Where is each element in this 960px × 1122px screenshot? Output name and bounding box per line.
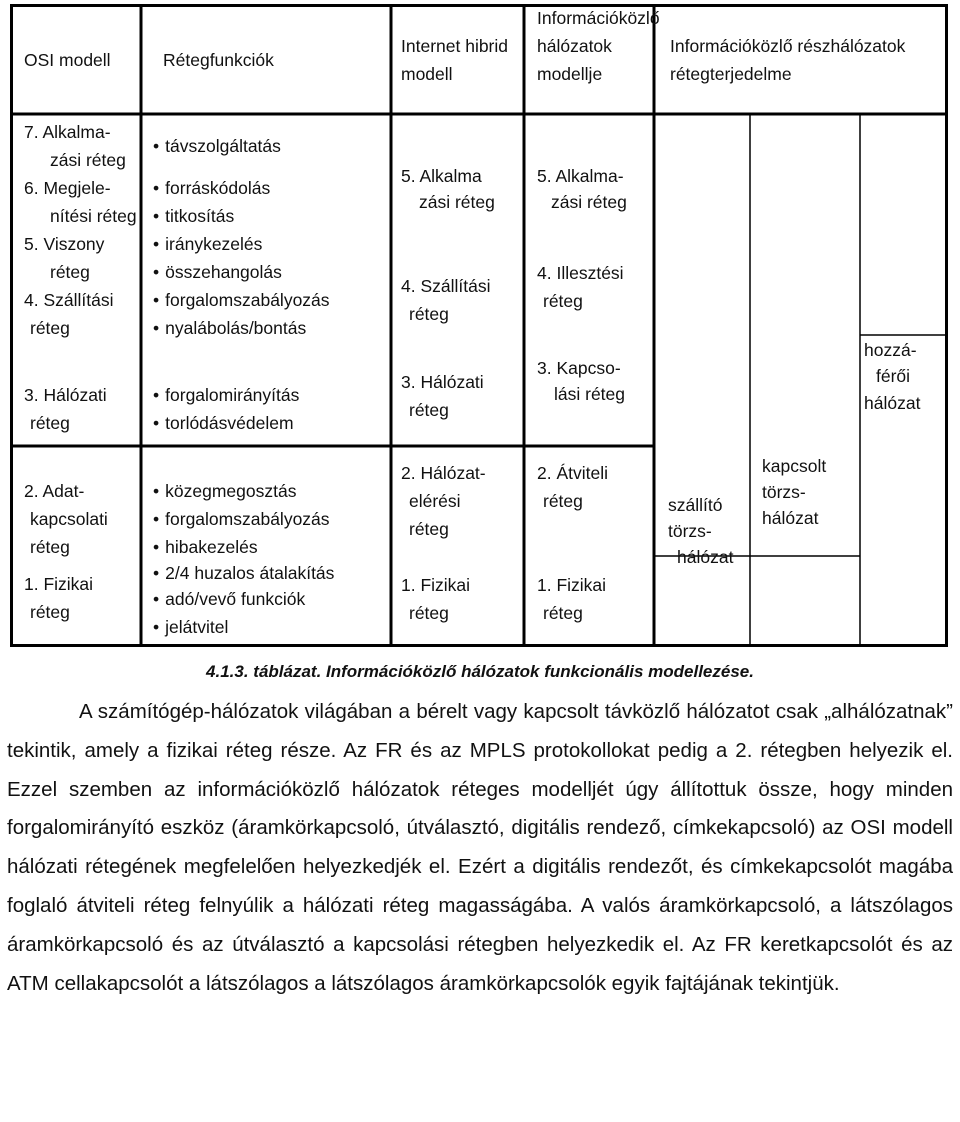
- switched-core-line3: hálózat: [762, 508, 819, 528]
- function-item: • torlódásvédelem: [153, 409, 294, 437]
- osi-layer-7-line2: zási réteg: [50, 150, 126, 170]
- hybrid-layer-1-line1: 1. Fizikai: [401, 575, 471, 595]
- function-item: • összehangolás: [153, 258, 282, 286]
- access-network-line3: hálózat: [864, 393, 921, 413]
- info-layer-3-line1: 3. Kapcso-: [537, 358, 621, 378]
- function-item: • adó/vevő funkciók: [153, 585, 305, 613]
- switched-core-line1: kapcsolt: [762, 456, 827, 476]
- osi-layer-4-line2: réteg: [30, 318, 70, 338]
- hybrid-layer-5-line2: zási réteg: [419, 192, 495, 212]
- hybrid-layer-3-line2: réteg: [409, 400, 449, 420]
- access-network-line2: férői: [876, 366, 911, 386]
- hybrid-layer-4-line2: réteg: [409, 304, 449, 324]
- info-layer-4-line1: 4. Illesztési: [537, 263, 624, 283]
- info-layer-3-line2: lási réteg: [554, 384, 626, 404]
- transport-core-line3: hálózat: [677, 547, 734, 567]
- osi-layer-1-line1: 1. Fizikai: [24, 574, 94, 594]
- table-grid: [10, 4, 948, 647]
- switched-core-line2: törzs-: [762, 482, 806, 502]
- hybrid-layer-2-line1: 2. Hálózat-: [401, 463, 486, 483]
- hybrid-layer-1-line2: réteg: [409, 603, 449, 623]
- info-layer-1-line2: réteg: [543, 603, 583, 623]
- info-layer-2-line1: 2. Átviteli: [537, 463, 608, 483]
- header-hybrid: Internet hibrid modell: [401, 36, 509, 84]
- hybrid-layer-3-line1: 3. Hálózati: [401, 372, 484, 392]
- hybrid-layer-5-line1: 5. Alkalma: [401, 166, 482, 186]
- header-osi: OSI modell: [24, 50, 111, 70]
- osi-layer-6-line1: 6. Megjele-: [24, 178, 111, 198]
- function-item: • nyalábolás/bontás: [153, 314, 306, 342]
- transport-core-line1: szállító: [668, 495, 723, 515]
- osi-layer-2-line1: 2. Adat-: [24, 481, 85, 501]
- hybrid-layer-2-line2: elérési: [409, 491, 461, 511]
- table-caption: 4.1.3. táblázat. Információközlő hálózatok funkcionális modellezése.: [206, 662, 754, 681]
- osi-layer-6-line2: nítési réteg: [50, 206, 137, 226]
- osi-layer-1-line2: réteg: [30, 602, 70, 622]
- function-item: • 2/4 huzalos átalakítás: [153, 559, 334, 587]
- function-item: • távszolgáltatás: [153, 132, 281, 160]
- function-item: • forgalomszabályozás: [153, 505, 330, 533]
- header-functions: Rétegfunkciók: [163, 50, 274, 70]
- body-text: [7, 693, 953, 1003]
- info-layer-5-line1: 5. Alkalma-: [537, 166, 624, 186]
- osi-layer-2-line2: kapcsolati: [30, 509, 108, 529]
- osi-layer-5-line2: réteg: [50, 262, 90, 282]
- osi-model-table: [10, 4, 948, 647]
- osi-layer-7-line1: 7. Alkalma-: [24, 122, 111, 142]
- function-item: • titkosítás: [153, 202, 234, 230]
- function-item: • jelátvitel: [153, 613, 228, 641]
- function-item: • hibakezelés: [153, 533, 258, 561]
- hybrid-layer-4-line1: 4. Szállítási: [401, 276, 491, 296]
- osi-layer-3-line1: 3. Hálózati: [24, 385, 107, 405]
- osi-layer-3-line2: réteg: [30, 413, 70, 433]
- function-item: • forráskódolás: [153, 174, 270, 202]
- transport-core-line2: törzs-: [668, 521, 712, 541]
- osi-layer-5-line1: 5. Viszony: [24, 234, 105, 254]
- osi-layer-4-line1: 4. Szállítási: [24, 290, 114, 310]
- function-item: • közegmegosztás: [153, 477, 296, 505]
- info-layer-4-line2: réteg: [543, 291, 583, 311]
- hybrid-layer-2-line3: réteg: [409, 519, 449, 539]
- function-item: • iránykezelés: [153, 230, 262, 258]
- info-layer-5-line2: zási réteg: [551, 192, 627, 212]
- function-item: • forgalomszabályozás: [153, 286, 330, 314]
- header-extent: Információközlő részhálózatok rétegterjedelme: [670, 36, 906, 84]
- header-infomodel: Információközlő hálózatok modellje: [537, 8, 660, 84]
- access-network-line1: hozzá-: [864, 340, 917, 360]
- info-layer-2-line2: réteg: [543, 491, 583, 511]
- function-item: • forgalomirányítás: [153, 381, 299, 409]
- info-layer-1-line1: 1. Fizikai: [537, 575, 607, 595]
- osi-layer-2-line3: réteg: [30, 537, 70, 557]
- paragraph: A számítógép-hálózatok világában a bérelt vagy kapcsolt távközlő hálózatot csak „alhálózatnak” tekintik, amely a fizikai réteg része. Az FR és az MPLS protokollokat pedig a 2. rétegben helyezik el. Ezzel szemben az információközlő hálózatok réteges modelljét úgy állítottuk össze, hogy minden forgalomirányító eszköz (áramkörkapcsoló, útválasztó, digitális rendező, címkekapcsoló) az OSI modell hálózati rétegének megfelelően helyezkedjék el. Ezért a digitális rendezőt, és címkekapcsolót magába foglaló átviteli réteg felnyúlik a hálózati réteg magasságába. A valós áramkörkapcsoló, a látszólagos áramkörkapcsoló és az útválasztó a kapcsolási rétegben helyezkedik el. Az FR keretkapcsolót és az ATM cellakapcsolót a látszólagos a látszólagos áramkörkapcsolók egyik fajtájának tekintjük.: [7, 700, 953, 995]
